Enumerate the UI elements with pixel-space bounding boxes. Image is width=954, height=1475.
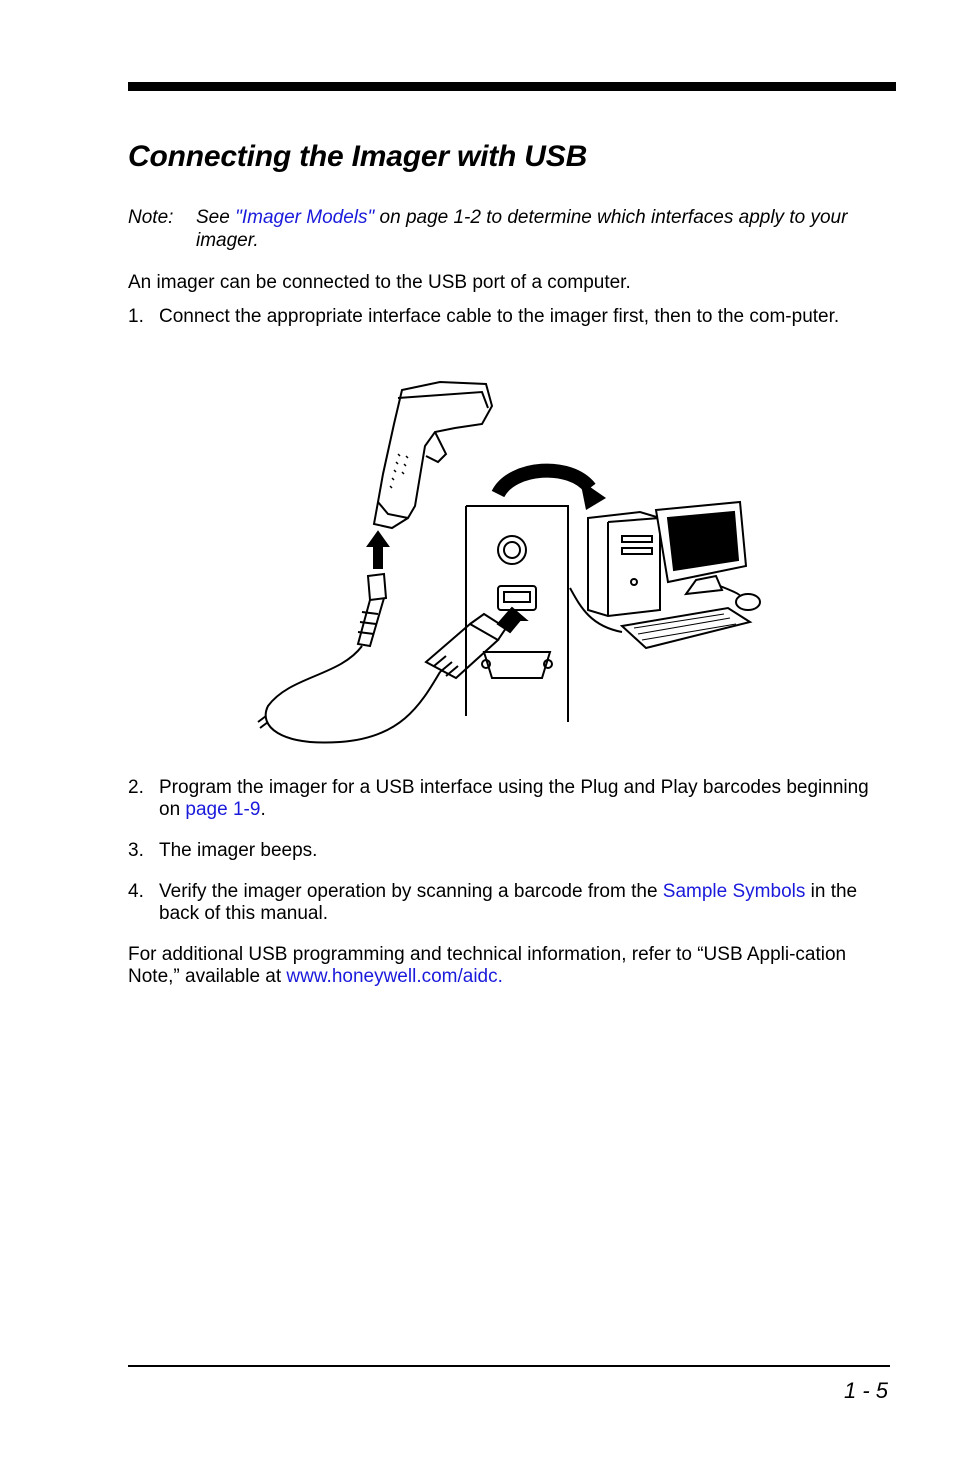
step-number: 3. <box>128 840 144 861</box>
step-text: The imager beeps. <box>159 840 318 861</box>
honeywell-website-link[interactable]: www.honeywell.com/aidc. <box>286 966 503 987</box>
step-pre: Verify the imager operation by scanning a barcode from the <box>159 881 663 902</box>
page-number: 1 - 5 <box>843 1378 888 1403</box>
step-number: 1. <box>128 306 144 327</box>
step-4 <box>128 881 893 925</box>
imager-models-link[interactable]: "Imager Models" <box>235 207 375 228</box>
step-text <box>159 777 893 821</box>
closing-paragraph <box>128 944 893 988</box>
page-title: Connecting the Imager with USB <box>128 140 588 173</box>
footer-rule <box>128 1365 890 1367</box>
step-text: Connect the appropriate interface cable to the imager first, then to the com-puter. <box>159 306 840 327</box>
step-post: in the back of this manual. <box>159 881 858 924</box>
step-number: 4. <box>128 881 144 902</box>
header-rule <box>128 82 896 91</box>
insert-arrow-icon <box>368 532 388 568</box>
step-number: 2. <box>128 777 144 798</box>
note-label: Note: <box>128 207 174 228</box>
step-post: . <box>260 799 266 820</box>
note-post: on page 1-2 to determine which interfaces apply to your imager. <box>196 207 848 251</box>
step-pre: Program the imager for a USB interface using the Plug and Play barcodes beginning on <box>159 777 869 820</box>
usb-connection-illustration <box>250 376 770 748</box>
sample-symbols-link[interactable]: Sample Symbols <box>662 881 806 902</box>
step-2 <box>128 777 893 821</box>
note-block <box>128 206 898 252</box>
page-1-9-link[interactable]: page 1-9 <box>185 799 261 820</box>
intro-paragraph: An imager can be connected to the USB port of a computer. <box>128 272 631 293</box>
closing-pre: For additional USB programming and technical information, refer to “USB Appli-cation Note,” available at <box>128 944 847 987</box>
note-text <box>196 206 898 252</box>
note-pre: See <box>196 207 236 228</box>
step-text <box>159 881 893 925</box>
step-1 <box>128 306 893 328</box>
computer-icon <box>570 502 760 648</box>
step-3 <box>128 840 893 862</box>
